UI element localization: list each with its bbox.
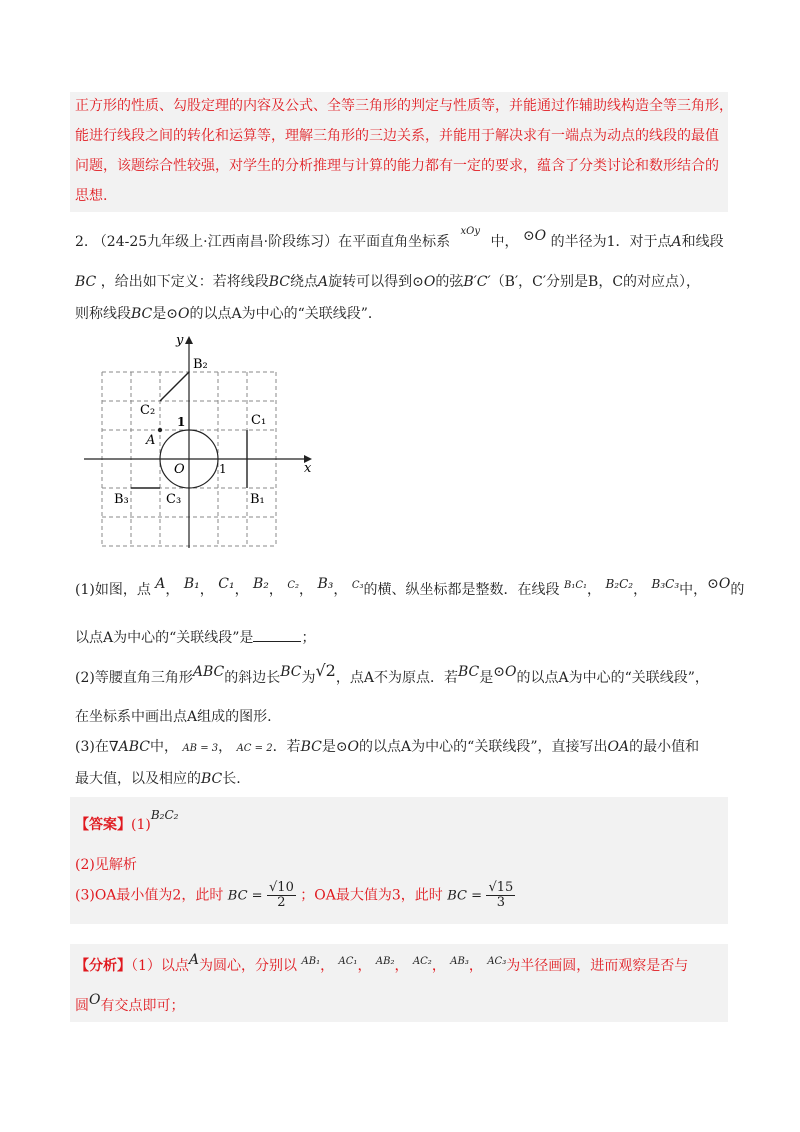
ab-length: AB = 3 bbox=[182, 743, 219, 754]
question-text: 旋转可以得到 bbox=[328, 274, 413, 290]
analysis-text: 圆 bbox=[75, 998, 89, 1014]
segment-bc: BC bbox=[268, 274, 290, 290]
question-text: 则称线段 bbox=[75, 306, 131, 322]
triangle-abc: ABC bbox=[192, 664, 225, 680]
analysis-text: 有交点即可； bbox=[100, 998, 185, 1014]
analysis-line-2 bbox=[75, 992, 185, 1016]
part1-line-2 bbox=[75, 627, 315, 648]
fraction-numerator: √10 bbox=[269, 880, 294, 895]
segment-bc: BC bbox=[300, 739, 322, 755]
point-a: A bbox=[155, 576, 166, 592]
circle-symbol: ⊙O bbox=[166, 306, 190, 322]
fraction-sqrt10-over-2 bbox=[267, 881, 296, 910]
segment-ac3: AC₃ bbox=[487, 956, 507, 967]
point-a: A bbox=[317, 274, 329, 290]
label-b3: B₃ bbox=[114, 492, 129, 507]
part2-line-1 bbox=[75, 661, 709, 688]
segment-ab2: AB₂ bbox=[375, 956, 395, 967]
label-c2: C₂ bbox=[140, 403, 156, 418]
part3-text: ．若 bbox=[272, 739, 301, 755]
circle-symbol: ⊙O bbox=[493, 664, 517, 680]
triangle-abc: ∇ABC bbox=[108, 739, 150, 755]
part1-text: (1)如图，点 bbox=[75, 582, 151, 598]
label-b1: B₁ bbox=[250, 492, 265, 507]
part3-line-2 bbox=[75, 769, 241, 789]
point-c1: C₁ bbox=[218, 576, 235, 592]
question-text: 和线段 bbox=[681, 234, 724, 250]
segment-ac1: AC₁ bbox=[338, 956, 358, 967]
part3-text: 的最小值和 bbox=[629, 739, 700, 755]
question-source: （24-25九年级上·江西南昌·阶段练习）在平面直角坐标系 bbox=[92, 234, 451, 250]
segment-ab1: AB₁ bbox=[301, 956, 321, 967]
segment-oa: OA bbox=[607, 739, 630, 755]
segment-bc: BC bbox=[280, 664, 302, 680]
point-b2: B₂ bbox=[253, 576, 269, 592]
part2-line-2 bbox=[75, 707, 272, 727]
part1-text: 中， bbox=[679, 582, 708, 598]
sqrt-two: √2 bbox=[315, 661, 336, 680]
question-text: 的弦 bbox=[435, 274, 464, 290]
part2-text: 是 bbox=[479, 670, 494, 686]
question-text: 是 bbox=[152, 306, 167, 322]
part3-text: 是 bbox=[321, 739, 336, 755]
part3-line-1: (3)在∇ABC中， AB = 3， AC = 2．若BC是⊙O的以点A为中心的“关联线段”，直接写出OA的最小值和 bbox=[75, 739, 700, 755]
question-text: 的以点A为中心的“关联线段”． bbox=[189, 306, 382, 322]
part1-text: 的 bbox=[730, 582, 745, 598]
question-text: ，给出如下定义：若将线段 bbox=[100, 274, 269, 290]
fraction-sqrt15-over-3 bbox=[486, 881, 515, 910]
circle-symbol: ⊙O bbox=[707, 576, 731, 592]
segment-ab3: AB₃ bbox=[450, 956, 469, 967]
segment-bc: BC bbox=[201, 771, 223, 787]
part2-text: 为 bbox=[301, 670, 316, 686]
analysis-block bbox=[70, 944, 728, 1022]
answer-b2c2: B₂C₂ bbox=[150, 808, 179, 822]
analysis-text: 为圆心，分别以 bbox=[199, 958, 298, 974]
label-c3: C₃ bbox=[166, 492, 182, 507]
segment-b1c1-label: B₁C₁ bbox=[563, 580, 588, 591]
question-text: 中， bbox=[490, 234, 519, 250]
analysis-tag: 【分析】 bbox=[75, 958, 131, 974]
chord-bc-prime: B′C′ bbox=[463, 274, 491, 290]
point-a: A bbox=[188, 952, 200, 968]
top-analysis-line-3: 问题，该题综合性较强，对学生的分析推理与计算的能力都有一定的要求，蕴含了分类讨论和数形结合的 bbox=[75, 158, 719, 174]
label-c1: C₁ bbox=[251, 413, 267, 428]
part1-line-1: (1)如图，点 A， B₁， C₁， B₂， $^{C_2}$， B₃， $^{C_3}$的横、纵坐标都是整数．在线段 $^{B_1C_1}$， B₂C₂， B₃C₃中，⊙O的 bbox=[75, 576, 745, 598]
part1-text: ； bbox=[301, 630, 316, 646]
question-text: 的半径为1．对于点 bbox=[550, 234, 672, 250]
question-line-3 bbox=[75, 304, 382, 324]
segment-ac2: AC₂ bbox=[412, 956, 432, 967]
label-x: x bbox=[304, 461, 312, 476]
part2-text: 在坐标系中画出点A组成的图形. bbox=[75, 709, 272, 725]
label-one-y: 1 bbox=[177, 415, 186, 429]
label-y: y bbox=[176, 333, 184, 348]
label-b2: B₂ bbox=[193, 357, 208, 372]
answer-text: ；OA最大值为3，此时 bbox=[300, 887, 443, 904]
segment-b3c3-label: B₃C₃ bbox=[651, 577, 680, 591]
answer-block bbox=[70, 797, 728, 924]
part3-text: 最大值，以及相应的 bbox=[75, 771, 201, 787]
fraction-denominator: 2 bbox=[277, 895, 286, 910]
point-a-dot bbox=[158, 428, 162, 432]
answer-bc: BC = bbox=[447, 888, 483, 904]
fraction-denominator: 3 bbox=[496, 895, 506, 910]
coord-system: xOy bbox=[460, 226, 481, 237]
point-c2: C₂ bbox=[287, 580, 300, 591]
part2-text: (2)等腰直角三角形 bbox=[75, 670, 193, 686]
top-analysis-block bbox=[70, 92, 733, 212]
label-one-x: 1 bbox=[219, 462, 227, 476]
answer-blank[interactable] bbox=[253, 627, 301, 642]
segment-bc: BC bbox=[131, 306, 153, 322]
top-analysis-line-1: 正方形的性质、勾股定理的内容及公式、全等三角形的判定与性质等，并能通过作辅助线构造全等三角形， bbox=[75, 98, 733, 114]
label-origin: O bbox=[174, 462, 185, 477]
y-axis-arrow bbox=[185, 336, 193, 344]
top-analysis-line-2: 能进行线段之间的转化和运算等，理解三角形的三边关系，并能用于解决求有一端点为动点的线段的最值 bbox=[75, 128, 719, 144]
circle-o: O bbox=[89, 992, 101, 1008]
answer-line-2: (2)见解析 bbox=[75, 857, 137, 873]
question-text: 绕点 bbox=[289, 274, 318, 290]
question-text: （B′，C′分别是B，C的对应点）， bbox=[490, 274, 701, 290]
ac-length: AC = 2 bbox=[236, 743, 273, 754]
question-number: 2. bbox=[75, 234, 89, 250]
segment-bc: BC bbox=[457, 664, 480, 680]
segment-bc: BC bbox=[75, 274, 97, 290]
part2-text: 的以点A为中心的“关联线段”， bbox=[516, 670, 709, 686]
part3-text: 的以点A为中心的“关联线段”，直接写出 bbox=[359, 739, 608, 755]
circle-symbol: ⊙O bbox=[335, 739, 360, 755]
answer-line-3 bbox=[75, 881, 515, 910]
circle-symbol: ⊙O bbox=[522, 228, 547, 244]
top-analysis-line-4: 思想. bbox=[75, 188, 108, 204]
answer-tag: 【答案】 bbox=[75, 817, 131, 833]
answer-text: (3)OA最小值为2，此时 bbox=[75, 887, 224, 904]
point-b1: B₁ bbox=[183, 576, 200, 592]
part3-text: (3)在 bbox=[75, 739, 109, 755]
coordinate-figure bbox=[80, 330, 320, 550]
analysis-line-1: 【分析】（1）以点A为圆心，分别以 $^{AB_1}$， $^{AC_1}$， $^{AB_2}$， $^{AC_2}$， $^{AB_3}$， $^{AC_3}$为半径画圆，进而观察是否与 bbox=[75, 952, 689, 974]
point-c3: C₃ bbox=[351, 580, 364, 591]
answer-text: (1) bbox=[131, 817, 151, 833]
label-a: A bbox=[146, 433, 156, 448]
part2-text: 的斜边长 bbox=[224, 670, 281, 686]
circle-symbol: ⊙O bbox=[412, 274, 436, 290]
point-a: A bbox=[671, 234, 682, 250]
part3-text: 长. bbox=[222, 771, 241, 787]
part1-text: 以点A为中心的“关联线段”是 bbox=[75, 630, 254, 646]
question-line-1 bbox=[75, 226, 724, 254]
question-line-2 bbox=[75, 272, 700, 292]
fraction-numerator: √15 bbox=[488, 880, 514, 895]
segment-b2c2-label: B₂C₂ bbox=[605, 577, 634, 591]
point-b3: B₃ bbox=[317, 576, 334, 592]
part2-text: ，点A不为原点．若 bbox=[335, 670, 458, 686]
analysis-text: （1）以点 bbox=[131, 958, 189, 974]
answer-line-1 bbox=[75, 808, 179, 835]
part3-text: 中， bbox=[150, 739, 178, 755]
analysis-text: 为半径画圆，进而观察是否与 bbox=[506, 958, 689, 974]
part1-text: 的横、纵坐标都是整数．在线段 bbox=[363, 582, 560, 598]
answer-bc: BC = bbox=[227, 888, 263, 904]
segment-b2c2 bbox=[160, 372, 189, 401]
